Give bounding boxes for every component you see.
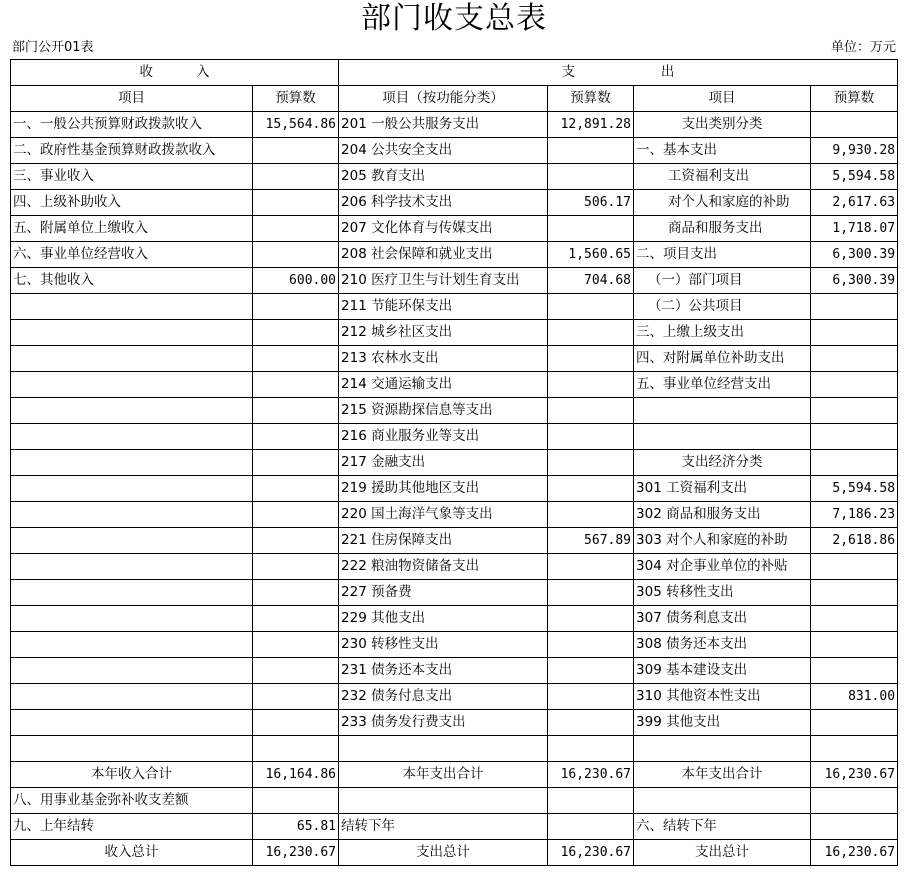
income-item-cell: 二、政府性基金预算财政拨款收入 — [11, 138, 253, 164]
class-budget-cell — [811, 112, 898, 138]
table-row — [11, 112, 898, 138]
income-header: 收 入 — [11, 60, 339, 86]
income-item-cell — [11, 580, 253, 606]
function-item-cell: 221 住房保障支出 — [339, 528, 548, 554]
income-budget-cell: 16,164.86 — [253, 762, 339, 788]
class-budget-cell — [811, 788, 898, 814]
table-row — [11, 164, 898, 190]
function-item-cell: 207 文化体育与传媒支出 — [339, 216, 548, 242]
class-item-cell — [634, 788, 811, 814]
table-row — [11, 320, 898, 346]
class-item-cell — [634, 398, 811, 424]
function-budget-cell — [548, 710, 634, 736]
class-item-cell: 四、对附属单位补助支出 — [634, 346, 811, 372]
class-item-cell: 支出类别分类 — [634, 112, 811, 138]
function-item-cell: 227 预备费 — [339, 580, 548, 606]
income-item-cell: 一、一般公共预算财政拨款收入 — [11, 112, 253, 138]
class-budget-cell: 5,594.58 — [811, 476, 898, 502]
income-item-cell — [11, 554, 253, 580]
table-row — [11, 372, 898, 398]
table-row — [11, 606, 898, 632]
class-item-cell: 三、上缴上级支出 — [634, 320, 811, 346]
income-item-cell: 三、事业收入 — [11, 164, 253, 190]
function-budget-cell — [548, 320, 634, 346]
function-item-cell: 206 科学技术支出 — [339, 190, 548, 216]
class-item-cell: 二、项目支出 — [634, 242, 811, 268]
function-item-cell: 204 公共安全支出 — [339, 138, 548, 164]
function-budget-cell: 16,230.67 — [548, 840, 634, 866]
income-budget-cell — [253, 632, 339, 658]
function-budget-cell: 506.17 — [548, 190, 634, 216]
class-budget-cell — [811, 814, 898, 840]
table-row — [11, 398, 898, 424]
class-item-cell: 302 商品和服务支出 — [634, 502, 811, 528]
header-row-columns — [11, 86, 898, 112]
unit-label: 单位：万元 — [830, 40, 896, 55]
class-item-cell: 303 对个人和家庭的补助 — [634, 528, 811, 554]
function-budget-cell — [548, 398, 634, 424]
function-item-cell: 205 教育支出 — [339, 164, 548, 190]
income-budget-cell — [253, 320, 339, 346]
class-budget-cell — [811, 736, 898, 762]
function-budget-cell: 12,891.28 — [548, 112, 634, 138]
table-row — [11, 190, 898, 216]
income-item-cell — [11, 398, 253, 424]
class-item-cell: 309 基本建设支出 — [634, 658, 811, 684]
income-budget-cell — [253, 788, 339, 814]
function-item-cell: 215 资源勘探信息等支出 — [339, 398, 548, 424]
income-item-cell: 七、其他收入 — [11, 268, 253, 294]
function-item-cell: 结转下年 — [339, 814, 548, 840]
class-item-cell: 399 其他支出 — [634, 710, 811, 736]
form-code: 部门公开01表 — [12, 40, 94, 55]
income-budget-cell — [253, 138, 339, 164]
class-item-cell: 五、事业单位经营支出 — [634, 372, 811, 398]
function-item-cell: 230 转移性支出 — [339, 632, 548, 658]
class-budget-cell — [811, 424, 898, 450]
table-row — [11, 788, 898, 814]
table-row — [11, 658, 898, 684]
income-budget-cell: 15,564.86 — [253, 112, 339, 138]
function-item-cell: 支出总计 — [339, 840, 548, 866]
income-budget-cell — [253, 216, 339, 242]
table-row — [11, 840, 898, 866]
table-row — [11, 424, 898, 450]
class-budget-cell: 5,594.58 — [811, 164, 898, 190]
function-budget-cell: 16,230.67 — [548, 762, 634, 788]
class-budget-cell — [811, 554, 898, 580]
income-item-cell — [11, 502, 253, 528]
table-row — [11, 242, 898, 268]
function-item-cell: 211 节能环保支出 — [339, 294, 548, 320]
function-item-cell: 233 债务发行费支出 — [339, 710, 548, 736]
class-budget-cell — [811, 580, 898, 606]
class-budget-cell: 831.00 — [811, 684, 898, 710]
table-row — [11, 554, 898, 580]
function-item-cell: 219 援助其他地区支出 — [339, 476, 548, 502]
income-item-cell — [11, 450, 253, 476]
class-item-cell: 对个人和家庭的补助 — [634, 190, 811, 216]
function-budget-cell — [548, 658, 634, 684]
income-budget-cell — [253, 684, 339, 710]
function-budget-cell — [548, 450, 634, 476]
class-item-cell: 一、基本支出 — [634, 138, 811, 164]
income-item-cell: 八、用事业基金弥补收支差额 — [11, 788, 253, 814]
function-budget-cell — [548, 216, 634, 242]
table-row — [11, 814, 898, 840]
budget-table — [10, 59, 898, 866]
function-item-cell: 本年支出合计 — [339, 762, 548, 788]
income-item-cell — [11, 294, 253, 320]
function-budget-cell — [548, 814, 634, 840]
expense-header: 支 出 — [339, 60, 898, 86]
income-budget-cell — [253, 476, 339, 502]
function-budget-cell — [548, 372, 634, 398]
income-budget-cell — [253, 190, 339, 216]
header-row-top — [11, 60, 898, 86]
table-row — [11, 216, 898, 242]
class-item-cell: 307 债务利息支出 — [634, 606, 811, 632]
function-item-cell: 231 债务还本支出 — [339, 658, 548, 684]
function-item-cell: 213 农林水支出 — [339, 346, 548, 372]
income-item-cell — [11, 736, 253, 762]
function-item-cell: 208 社会保障和就业支出 — [339, 242, 548, 268]
function-item-cell: 232 债务付息支出 — [339, 684, 548, 710]
income-budget-cell — [253, 242, 339, 268]
class-item-cell: 305 转移性支出 — [634, 580, 811, 606]
income-item-cell — [11, 684, 253, 710]
table-row — [11, 710, 898, 736]
income-budget-cell — [253, 294, 339, 320]
function-budget-cell — [548, 736, 634, 762]
class-item-cell: （二）公共项目 — [634, 294, 811, 320]
class-budget-cell — [811, 320, 898, 346]
income-item-cell: 五、附属单位上缴收入 — [11, 216, 253, 242]
table-row — [11, 502, 898, 528]
income-budget-cell: 16,230.67 — [253, 840, 339, 866]
function-budget-cell — [548, 346, 634, 372]
income-budget-cell — [253, 736, 339, 762]
function-budget-cell — [548, 138, 634, 164]
function-budget-cell: 1,560.65 — [548, 242, 634, 268]
income-budget-cell — [253, 424, 339, 450]
class-budget-cell — [811, 294, 898, 320]
function-item-cell: 210 医疗卫生与计划生育支出 — [339, 268, 548, 294]
class-item-cell: 工资福利支出 — [634, 164, 811, 190]
income-item-cell: 九、上年结转 — [11, 814, 253, 840]
function-budget-cell — [548, 164, 634, 190]
income-item-cell — [11, 658, 253, 684]
function-item-cell: 222 粮油物资储备支出 — [339, 554, 548, 580]
class-budget-cell — [811, 346, 898, 372]
class-budget-cell: 9,930.28 — [811, 138, 898, 164]
class-budget-cell — [811, 632, 898, 658]
income-budget-cell — [253, 710, 339, 736]
table-row — [11, 762, 898, 788]
function-budget-cell: 567.89 — [548, 528, 634, 554]
income-item-cell — [11, 606, 253, 632]
class-item-cell: 308 债务还本支出 — [634, 632, 811, 658]
function-budget-cell — [548, 580, 634, 606]
income-budget-cell — [253, 502, 339, 528]
income-budget-cell — [253, 554, 339, 580]
income-item-cell — [11, 320, 253, 346]
income-budget-cell — [253, 528, 339, 554]
function-item-cell: 201 一般公共服务支出 — [339, 112, 548, 138]
class-budget-cell — [811, 710, 898, 736]
income-item-cell — [11, 476, 253, 502]
table-row — [11, 736, 898, 762]
col-header-budget2: 预算数 — [548, 86, 634, 112]
col-header-func-item: 项目（按功能分类） — [339, 86, 548, 112]
table-row — [11, 450, 898, 476]
class-budget-cell: 2,618.86 — [811, 528, 898, 554]
col-header-budget3: 预算数 — [811, 86, 898, 112]
table-row — [11, 138, 898, 164]
income-budget-cell: 65.81 — [253, 814, 339, 840]
table-row — [11, 528, 898, 554]
class-budget-cell: 16,230.67 — [811, 762, 898, 788]
income-budget-cell: 600.00 — [253, 268, 339, 294]
class-budget-cell: 6,300.39 — [811, 268, 898, 294]
income-budget-cell — [253, 658, 339, 684]
income-item-cell — [11, 424, 253, 450]
function-item-cell: 214 交通运输支出 — [339, 372, 548, 398]
income-item-cell — [11, 710, 253, 736]
function-budget-cell — [548, 476, 634, 502]
income-item-cell — [11, 528, 253, 554]
table-row — [11, 294, 898, 320]
class-budget-cell: 16,230.67 — [811, 840, 898, 866]
table-row — [11, 268, 898, 294]
class-budget-cell — [811, 658, 898, 684]
function-budget-cell — [548, 606, 634, 632]
function-budget-cell — [548, 294, 634, 320]
class-item-cell: 六、结转下年 — [634, 814, 811, 840]
class-budget-cell — [811, 450, 898, 476]
page-title: 部门收支总表 — [361, 1, 547, 36]
income-budget-cell — [253, 580, 339, 606]
income-item-cell: 收入总计 — [11, 840, 253, 866]
class-item-cell: 304 对企事业单位的补贴 — [634, 554, 811, 580]
table-row — [11, 632, 898, 658]
function-item-cell: 229 其他支出 — [339, 606, 548, 632]
income-budget-cell — [253, 606, 339, 632]
function-item-cell: 216 商业服务业等支出 — [339, 424, 548, 450]
function-budget-cell — [548, 684, 634, 710]
class-budget-cell: 2,617.63 — [811, 190, 898, 216]
function-item-cell: 217 金融支出 — [339, 450, 548, 476]
income-budget-cell — [253, 450, 339, 476]
function-item-cell: 220 国土海洋气象等支出 — [339, 502, 548, 528]
class-budget-cell — [811, 372, 898, 398]
col-header-item3: 项目 — [634, 86, 811, 112]
income-budget-cell — [253, 372, 339, 398]
class-budget-cell — [811, 398, 898, 424]
income-item-cell: 六、事业单位经营收入 — [11, 242, 253, 268]
class-budget-cell: 7,186.23 — [811, 502, 898, 528]
class-budget-cell: 1,718.07 — [811, 216, 898, 242]
function-budget-cell — [548, 632, 634, 658]
function-budget-cell — [548, 424, 634, 450]
class-item-cell: 商品和服务支出 — [634, 216, 811, 242]
class-budget-cell — [811, 606, 898, 632]
class-item-cell: 支出经济分类 — [634, 450, 811, 476]
income-budget-cell — [253, 398, 339, 424]
function-budget-cell — [548, 788, 634, 814]
income-budget-cell — [253, 346, 339, 372]
class-item-cell: 310 其他资本性支出 — [634, 684, 811, 710]
income-budget-cell — [253, 164, 339, 190]
income-item-cell — [11, 632, 253, 658]
col-header-item: 项目 — [11, 86, 253, 112]
income-item-cell — [11, 372, 253, 398]
function-budget-cell — [548, 554, 634, 580]
income-item-cell: 四、上级补助收入 — [11, 190, 253, 216]
col-header-budget: 预算数 — [253, 86, 339, 112]
class-item-cell: 301 工资福利支出 — [634, 476, 811, 502]
function-item-cell — [339, 788, 548, 814]
income-item-cell: 本年收入合计 — [11, 762, 253, 788]
table-row — [11, 476, 898, 502]
table-row — [11, 684, 898, 710]
class-item-cell: （一）部门项目 — [634, 268, 811, 294]
class-item-cell: 本年支出合计 — [634, 762, 811, 788]
class-item-cell — [634, 424, 811, 450]
class-budget-cell: 6,300.39 — [811, 242, 898, 268]
function-item-cell: 212 城乡社区支出 — [339, 320, 548, 346]
table-row — [11, 346, 898, 372]
table-row — [11, 580, 898, 606]
income-item-cell — [11, 346, 253, 372]
function-item-cell — [339, 736, 548, 762]
class-item-cell: 支出总计 — [634, 840, 811, 866]
class-item-cell — [634, 736, 811, 762]
function-budget-cell — [548, 502, 634, 528]
function-budget-cell: 704.68 — [548, 268, 634, 294]
